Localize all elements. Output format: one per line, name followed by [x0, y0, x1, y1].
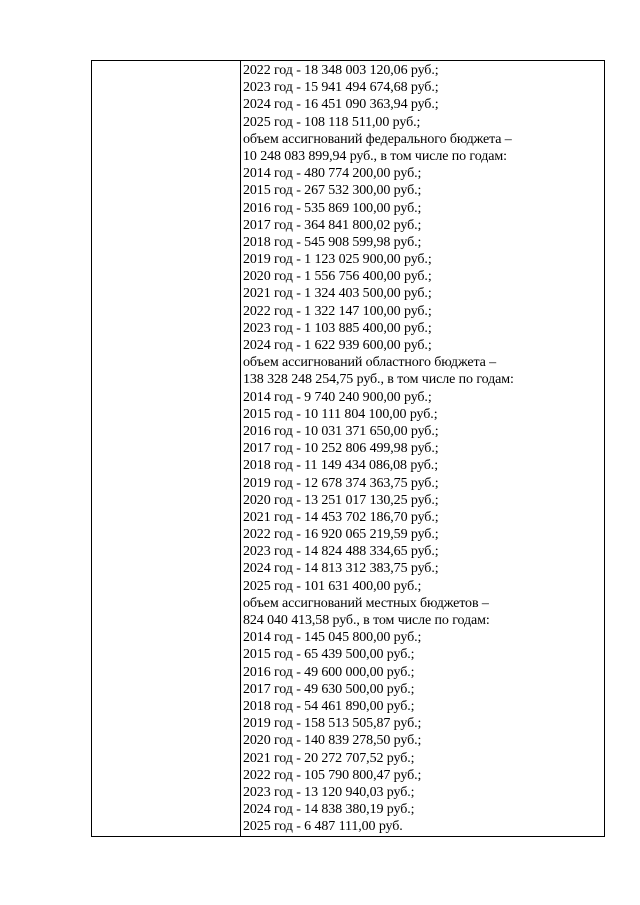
table-left-cell: [92, 61, 241, 836]
text-line: 2022 год - 18 348 003 120,06 руб.;: [243, 63, 439, 78]
text-line: 2020 год - 13 251 017 130,25 руб.;: [243, 492, 439, 508]
text-line: 2021 год - 14 453 702 186,70 руб.;: [243, 509, 439, 525]
text-line: 2015 год - 10 111 804 100,00 руб.;: [243, 406, 438, 422]
text-line: 2022 год - 105 790 800,47 руб.;: [243, 767, 422, 783]
text-line: 2025 год - 101 631 400,00 руб.;: [243, 578, 422, 594]
text-line: 2017 год - 364 841 800,02 руб.;: [243, 217, 422, 233]
text-line: 2016 год - 49 600 000,00 руб.;: [243, 664, 415, 680]
text-line: 2023 год - 1 103 885 400,00 руб.;: [243, 320, 432, 336]
text-line: 2014 год - 145 045 800,00 руб.;: [243, 630, 422, 646]
text-line: объем ассигнований областного бюджета –: [243, 355, 497, 371]
text-line: 2017 год - 10 252 806 499,98 руб.;: [243, 441, 439, 457]
text-line: 2025 год - 108 118 511,00 руб.;: [243, 114, 421, 130]
text-line: 824 040 413,58 руб., в том числе по годам:: [243, 613, 490, 628]
text-line: 2015 год - 65 439 500,00 руб.;: [243, 647, 415, 663]
text-line: 2014 год - 9 740 240 900,00 руб.;: [243, 389, 432, 405]
text-line: 2023 год - 14 824 488 334,65 руб.;: [243, 544, 439, 560]
text-line: 2019 год - 158 513 505,87 руб.;: [243, 716, 422, 732]
table-right-cell: [241, 61, 604, 836]
text-line: 2022 год - 1 322 147 100,00 руб.;: [243, 303, 432, 319]
text-line: 2019 год - 1 123 025 900,00 руб.;: [243, 252, 432, 268]
text-line: 2023 год - 15 941 494 674,68 руб.;: [243, 80, 439, 96]
text-line: 2018 год - 54 461 890,00 руб.;: [243, 698, 415, 714]
text-line: 138 328 248 254,75 руб., в том числе по годам:: [243, 372, 514, 388]
funding-table: [91, 60, 605, 837]
text-line: 2024 год - 1 622 939 600,00 руб.;: [243, 338, 432, 353]
text-line: 2025 год - 6 487 111,00 руб.: [243, 819, 403, 835]
text-line: 2021 год - 20 272 707,52 руб.;: [243, 750, 415, 766]
text-line: объем ассигнований федерального бюджета –: [243, 131, 512, 147]
text-line: 2020 год - 1 556 756 400,00 руб.;: [243, 269, 432, 285]
text-line: 2020 год - 140 839 278,50 руб.;: [243, 733, 422, 749]
text-line: объем ассигнований местных бюджетов –: [243, 595, 489, 611]
text-line: 2016 год - 10 031 371 650,00 руб.;: [243, 423, 439, 439]
text-line: 2015 год - 267 532 300,00 руб.;: [243, 183, 422, 199]
text-line: 10 248 083 899,94 руб., в том числе по годам:: [243, 148, 507, 164]
text-line: 2022 год - 16 920 065 219,59 руб.;: [243, 527, 439, 543]
text-line: 2016 год - 535 869 100,00 руб.;: [243, 200, 422, 216]
text-line: 2014 год - 480 774 200,00 руб.;: [243, 166, 422, 182]
text-line: 2018 год - 545 908 599,98 руб.;: [243, 234, 422, 250]
text-line: 2024 год - 16 451 090 363,94 руб.;: [243, 97, 439, 113]
text-line: 2024 год - 14 838 380,19 руб.;: [243, 802, 415, 818]
text-line: 2019 год - 12 678 374 363,75 руб.;: [243, 475, 439, 491]
text-line: 2023 год - 13 120 940,03 руб.;: [243, 784, 415, 800]
text-line: 2021 год - 1 324 403 500,00 руб.;: [243, 286, 432, 302]
text-line: 2024 год - 14 813 312 383,75 руб.;: [243, 561, 439, 577]
text-line: 2018 год - 11 149 434 086,08 руб.;: [243, 458, 438, 474]
text-line: 2017 год - 49 630 500,00 руб.;: [243, 681, 415, 697]
